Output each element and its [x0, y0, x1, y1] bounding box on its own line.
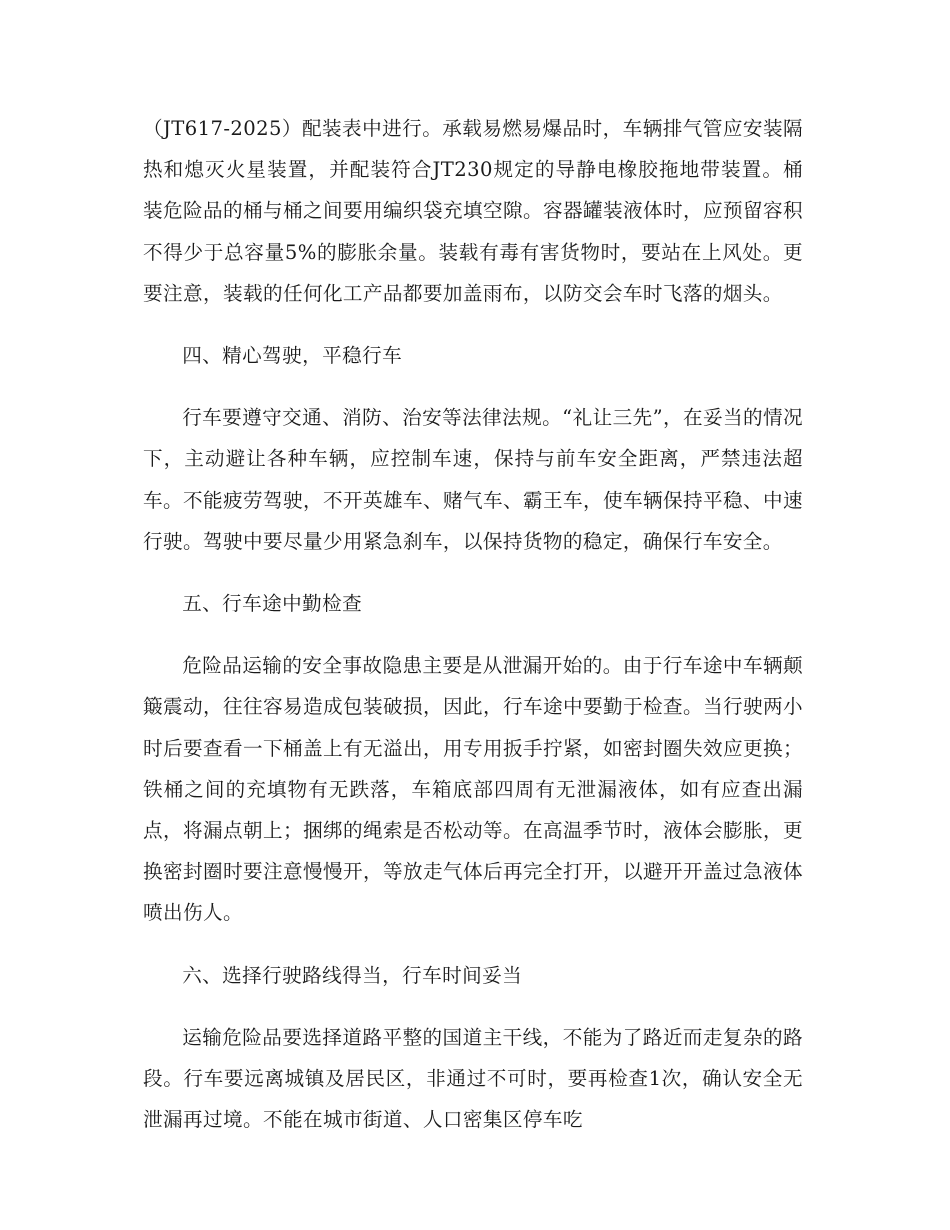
paragraph-gap [143, 624, 803, 645]
section-heading-4: 四、精心驾驶，平稳行车 [182, 344, 403, 368]
section-heading-6: 六、选择行驶路线得当，行车时间妥当 [182, 963, 523, 987]
paragraph-careful-driving: 行车要遵守交通、消防、治安等法律法规。“礼让三先”，在妥当的情况下，主动避让各种车辆，应控制车速，保持与前车安全距离，严禁违法超车。不能疲劳驾驶，不开英雄车、赌气车、霸王车，使车辆保持平稳、中速行驶。驾驶中要尽量少用紧急刹车，以保持货物的稳定，确保行车安全。 [143, 406, 803, 553]
paragraph-gap [143, 376, 803, 397]
paragraph-en-route-inspection: 危险品运输的安全事故隐患主要是从泄漏开始的。由于行车途中车辆颠簸震动，往往容易造成包装破损，因此，行车途中要勤于检查。当行驶两小时后要查看一下桶盖上有无溢出，用专用扳手拧紧，如密封圈失效应更换；铁桶之间的充填物有无跌落，车箱底部四周有无泄漏液体，如有应查出漏点，将漏点朝上；捆绑的绳索是否松动等。在高温季节时，液体会膨胀，更换密封圈时要注意慢慢开，等放走气体后再完全打开，以避开开盖过急液体喷出伤人。 [143, 654, 803, 925]
section-heading-5: 五、行车途中勤检查 [182, 592, 363, 616]
paragraph-gap [143, 996, 803, 1017]
paragraph-gap [143, 934, 803, 955]
paragraph-gap [143, 314, 803, 335]
paragraph-loading-rules: （JT617-2025）配装表中进行。承载易燃易爆品时，车辆排气管应安装隔热和熄灭火星装置，并配装符合JT230规定的导静电橡胶拖地带装置。桶装危险品的桶与桶之间要用编织袋充填空隙。容器罐装液体时，应预留容积不得少于总容量5%的膨胀余量。装载有毒有害货物时，要站在上风处。更要注意，装载的任何化工产品都要加盖雨布，以防交会车时飞落的烟头。 [143, 117, 803, 305]
paragraph-route-selection: 运输危险品要选择道路平整的国道主干线，不能为了路近而走复杂的路段。行车要远离城镇及居民区，非通过不可时，要再检查1次，确认安全无泄漏再过境。不能在城市街道、人口密集区停车吃 [143, 1025, 803, 1132]
document-page [143, 108, 803, 1140]
paragraph-gap [143, 562, 803, 583]
